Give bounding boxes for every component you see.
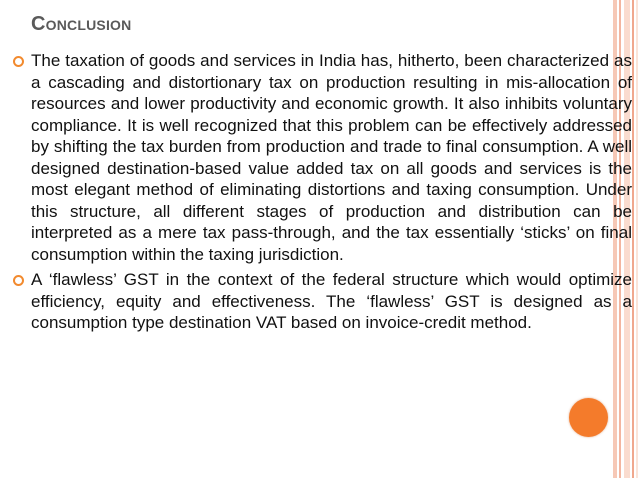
bullet-item [8,50,632,265]
decorative-orange-circle [569,398,608,437]
hollow-circle-bullet-icon [13,56,24,67]
hollow-circle-bullet-icon [13,275,24,286]
bullet-text: The taxation of goods and services in India has, hitherto, been characterized as a cascading and distortionary tax on production resulting in mis-allocation of resources and lower productivity and economic growth. It also inhibits voluntary compliance. It is well recognized that this problem can be effectively addressed by shifting the tax burden from production and trade to final consumption. A well designed destination-based value added tax on all goods and services is the most elegant method of eliminating distortions and taxing consumption. Under this structure, all different stages of production and distribution can be interpreted as a mere tax pass-through, and the tax essentially ‘sticks’ on final consumption within the taxing jurisdiction. [31,51,632,264]
decorative-stripe [632,0,634,478]
bullet-item [8,269,632,334]
bullet-list [8,50,632,338]
bullet-text: A ‘flawless’ GST in the context of the federal structure which would optimize efficiency, equity and effectiveness. The ‘flawless’ GST is designed as a consumption type destination VAT based on invoice-credit method. [31,270,632,332]
slide-title: Conclusion [31,13,132,35]
